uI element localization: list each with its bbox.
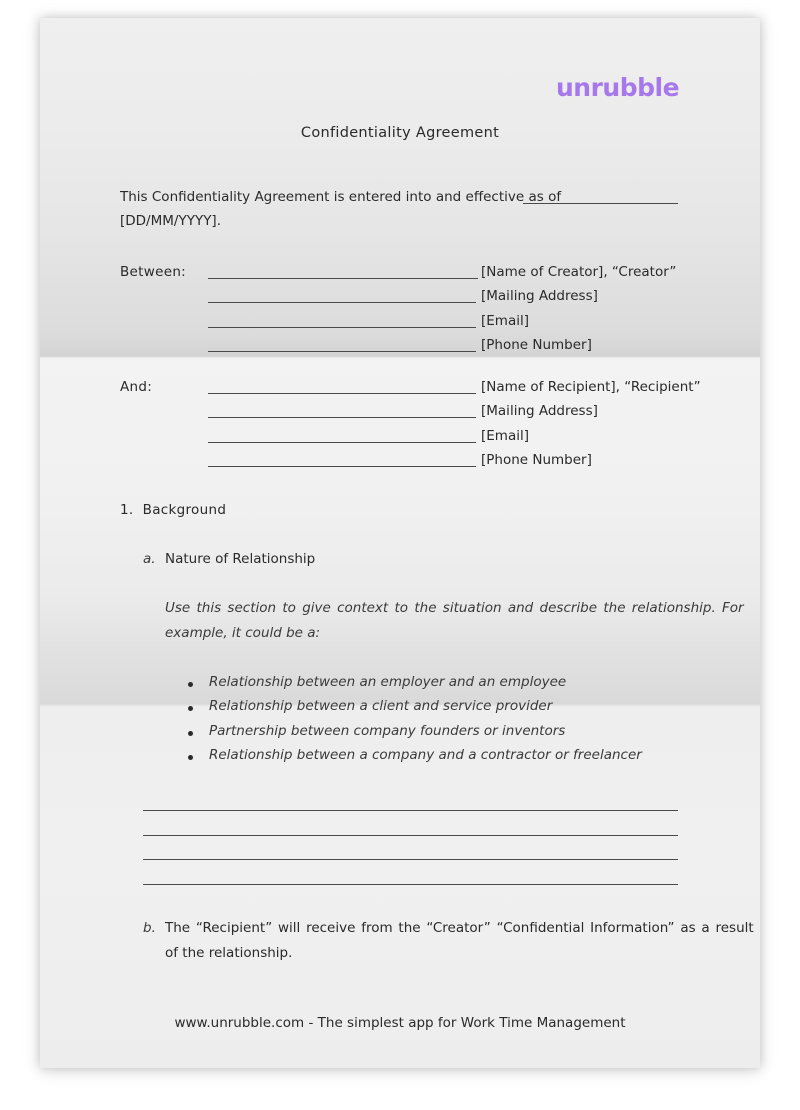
subsection-b-text-line1: The “Recipient” will receive from the “Creator” “Confidential Information” as a result xyxy=(165,920,754,936)
date-format-hint: [DD/MM/YYYY]. xyxy=(120,213,221,229)
creator-phone-field: [Phone Number] xyxy=(481,337,592,353)
subsection-a-marker: a. xyxy=(143,551,156,567)
write-in-line xyxy=(143,835,678,836)
instruction-text-line2: example, it could be a: xyxy=(165,625,321,641)
recipient-email-blank xyxy=(208,442,476,443)
creator-name-field: [Name of Creator], “Creator” xyxy=(481,264,677,280)
unrubble-logo: unrubble xyxy=(556,73,680,102)
footer-text: www.unrubble.com - The simplest app for Work Time Management xyxy=(174,1015,626,1031)
subsection-b-text-line2: of the relationship. xyxy=(165,945,293,961)
section-heading-background: 1. Background xyxy=(120,502,227,518)
creator-email-field: [Email] xyxy=(481,313,529,329)
bullet-icon xyxy=(188,706,193,711)
creator-phone-blank xyxy=(208,351,476,352)
document-title: Confidentiality Agreement xyxy=(300,125,500,141)
instruction-text-line1: Use this section to give context to the situation and describe the relationship. For xyxy=(165,600,744,616)
recipient-address-blank xyxy=(208,417,476,418)
write-in-line xyxy=(143,859,678,860)
recipient-phone-field: [Phone Number] xyxy=(481,452,592,468)
and-label: And: xyxy=(120,379,153,395)
recipient-address-field: [Mailing Address] xyxy=(481,403,598,419)
subsection-b-marker: b. xyxy=(143,920,156,936)
creator-address-blank xyxy=(208,302,476,303)
example-item: Relationship between a client and service provider xyxy=(209,698,553,714)
between-label: Between: xyxy=(120,264,187,280)
bullet-icon xyxy=(188,731,193,736)
recipient-email-field: [Email] xyxy=(481,428,529,444)
recipient-name-blank xyxy=(208,393,476,394)
creator-name-blank xyxy=(208,278,478,279)
creator-email-blank xyxy=(208,327,476,328)
subsection-a-title: Nature of Relationship xyxy=(165,551,316,567)
recipient-name-field: [Name of Recipient], “Recipient” xyxy=(481,379,701,395)
bullet-icon xyxy=(188,682,193,687)
example-item: Relationship between an employer and an employee xyxy=(209,674,567,690)
write-in-line xyxy=(143,884,678,885)
creator-address-field: [Mailing Address] xyxy=(481,288,598,304)
recipient-phone-blank xyxy=(208,466,476,467)
example-item: Relationship between a company and a contractor or freelancer xyxy=(209,747,642,763)
intro-text: This Confidentiality Agreement is entered into and effective as of xyxy=(120,189,562,205)
write-in-line xyxy=(143,810,678,811)
document-page xyxy=(40,18,760,1068)
effective-date-blank xyxy=(523,203,678,204)
bullet-icon xyxy=(188,755,193,760)
example-item: Partnership between company founders or inventors xyxy=(209,723,566,739)
